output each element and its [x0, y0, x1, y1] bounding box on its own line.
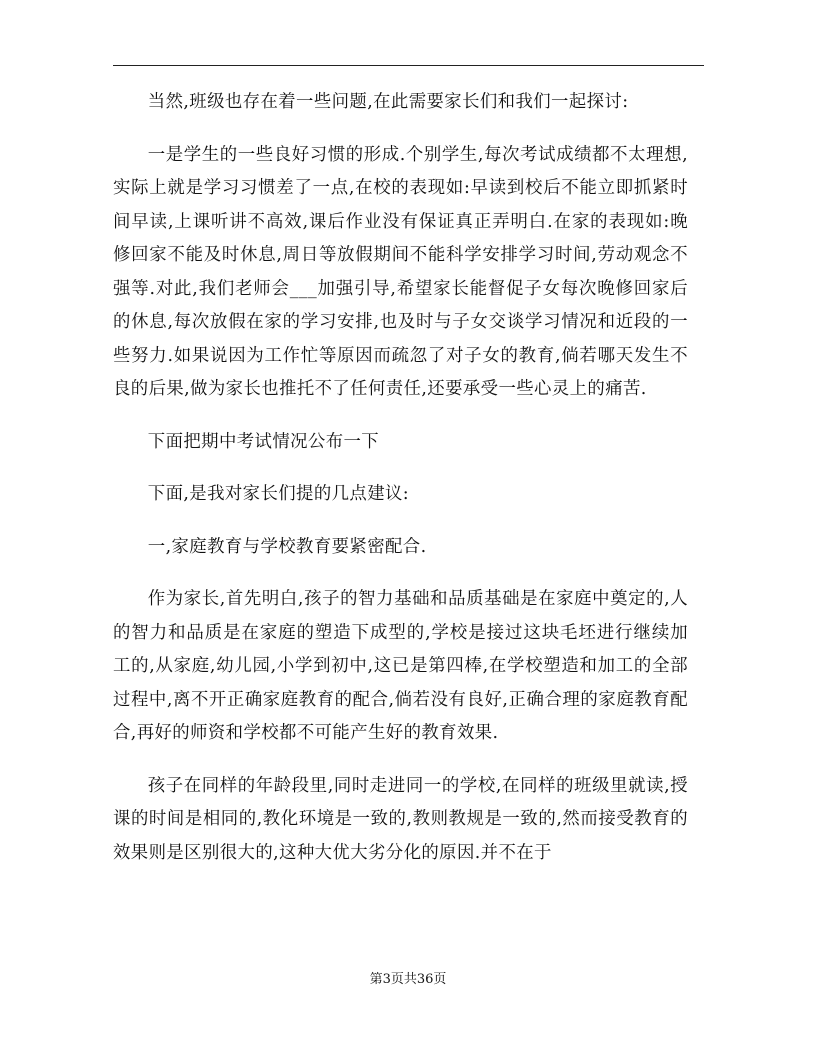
paragraph-problems-intro: 当然,班级也存在着一些问题,在此需要家长们和我们一起探讨:: [147, 92, 629, 112]
page-number: 第3页共36页: [369, 972, 447, 987]
paragraph-midterm-results: 下面把期中考试情况公布一下: [147, 431, 380, 452]
paragraph-habits: 一是学生的一些良好习惯的形成.个别学生,每次考试成绩都不太理想,实际上就是学习习惯差了一点,在校的表现如:早读到校后不能立即抓紧时间早读,上课听讲不高效,课后作业没有保证真正弄明白.在家的表现如:晚修回家不能及时休息,周日等放假期间不能科学安排学习时间,劳动观念不强等.对此,我们老师会___加强引导,希望家长能督促子女每次晚修回家后的休息,每次放假在家的学习安排,也及时与子女交谈学习情况和近段的一些努力.如果说因为工作忙等原因而疏忽了对子女的教育,倘若哪天发生不良的后果,做为家长也推托不了任何责任,还要承受一些心灵上的痛苦.: [113, 144, 688, 399]
paragraph-suggestion-heading: 一,家庭教育与学校教育要紧密配合.: [147, 536, 427, 557]
paragraph-family-education: 作为家长,首先明白,孩子的智力基础和品质基础是在家庭中奠定的,人的智力和品质是在家庭的塑造下成型的,学校是接过这块毛坯进行继续加工的,从家庭,幼儿园,小学到初中,这已是第四棒,在学校塑造和加工的全部过程中,离不开正确家庭教育的配合,倘若没有良好,正确合理的家庭教育配合,再好的师资和学校都不可能产生好的教育效果.: [113, 589, 688, 743]
header-rule: [113, 65, 704, 66]
document-body: [113, 86, 688, 889]
paragraph-suggestions-intro: 下面,是我对家长们提的几点建议:: [147, 484, 410, 504]
paragraph-same-age: 孩子在同样的年龄段里,同时走进同一的学校,在同样的班级里就读,授课的时间是相同的,教化环境是一致的,教则教规是一致的,然而接受教育的效果则是区别很大的,这种大优大劣分化的原因.并不在于: [113, 775, 688, 863]
